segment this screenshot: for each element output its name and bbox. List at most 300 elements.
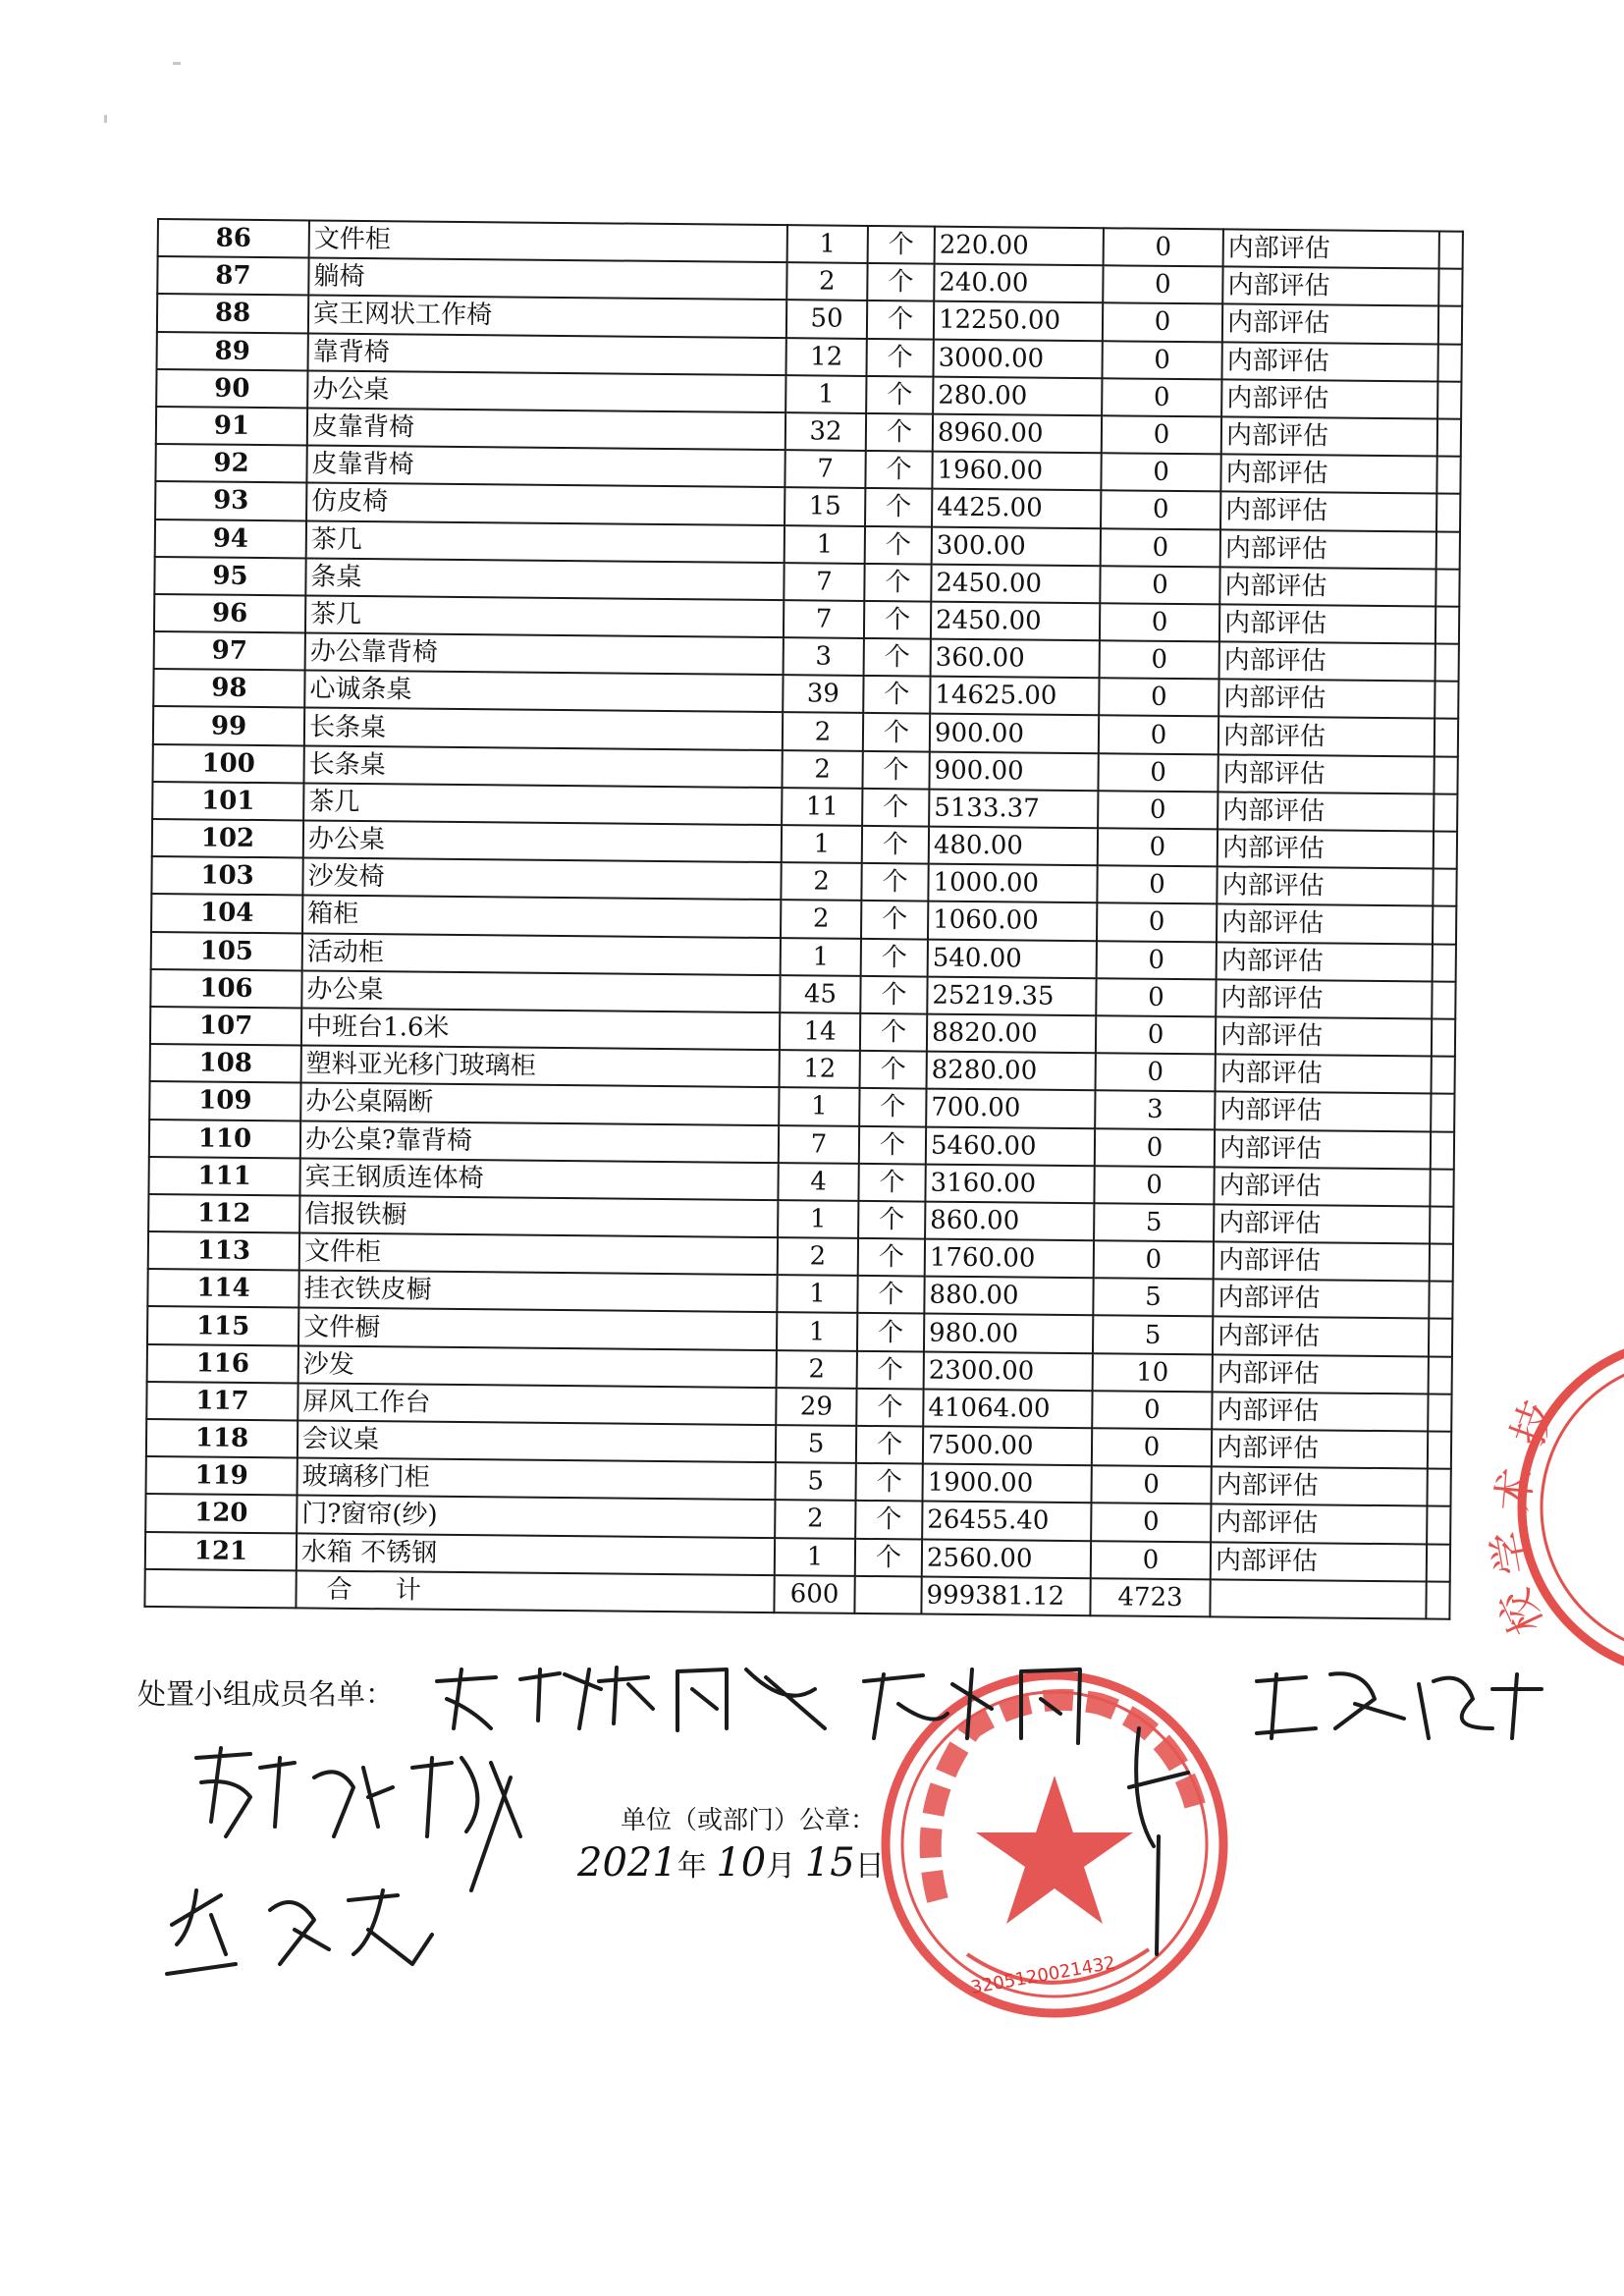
asset-original-value: 540.00 — [928, 939, 1097, 978]
asset-quantity: 1 — [778, 1200, 858, 1238]
total-net-value: 4723 — [1090, 1578, 1210, 1616]
asset-net-value: 0 — [1102, 378, 1221, 416]
asset-unit: 个 — [857, 1313, 924, 1351]
date-month-char: 月 — [766, 1849, 796, 1884]
total-label: 合 计 — [296, 1570, 774, 1613]
asset-unit: 个 — [857, 1276, 924, 1314]
asset-original-value: 5460.00 — [926, 1126, 1095, 1166]
row-number: 97 — [154, 631, 305, 671]
row-number: 112 — [148, 1194, 299, 1233]
blank-cell — [1431, 1131, 1454, 1169]
row-number: 113 — [148, 1231, 299, 1271]
blank-cell — [1429, 1356, 1452, 1394]
blank-cell — [1431, 1094, 1454, 1131]
valuation-method: 内部评估 — [1211, 1542, 1427, 1581]
blank-cell — [1439, 232, 1463, 269]
asset-net-value: 0 — [1103, 265, 1222, 303]
asset-original-value: 860.00 — [925, 1201, 1094, 1240]
row-number: 101 — [152, 782, 303, 821]
asset-original-value: 2560.00 — [922, 1539, 1091, 1578]
asset-quantity: 32 — [785, 412, 866, 451]
row-number: 104 — [151, 894, 302, 933]
valuation-method: 内部评估 — [1213, 1354, 1429, 1394]
asset-unit: 个 — [855, 1538, 922, 1576]
valuation-method: 内部评估 — [1215, 1129, 1431, 1169]
row-number: 89 — [157, 332, 308, 371]
valuation-method: 内部评估 — [1222, 267, 1438, 306]
row-number: 88 — [157, 294, 308, 333]
date-day-char: 日 — [854, 1849, 885, 1884]
blank-cell — [1435, 682, 1458, 719]
asset-original-value: 41064.00 — [923, 1389, 1092, 1428]
date-year-char: 年 — [677, 1849, 707, 1884]
asset-quantity: 7 — [785, 450, 865, 488]
asset-disposal-table — [143, 218, 1464, 1620]
asset-unit: 个 — [861, 938, 928, 976]
asset-unit: 个 — [864, 564, 931, 602]
asset-quantity: 7 — [784, 563, 864, 601]
asset-name: 沙发 — [298, 1345, 777, 1388]
blank-cell — [1437, 418, 1461, 456]
row-number: 86 — [158, 219, 309, 258]
asset-original-value: 8280.00 — [927, 1052, 1096, 1091]
row-number: 98 — [153, 669, 304, 708]
blank-cell — [1433, 869, 1456, 906]
asset-unit: 个 — [860, 1013, 927, 1052]
blank-cell — [1438, 306, 1462, 344]
asset-unit: 个 — [856, 1389, 923, 1427]
blank-cell — [1437, 344, 1461, 381]
asset-name: 条桌 — [305, 558, 784, 600]
blank-cell — [1429, 1319, 1452, 1356]
asset-net-value: 0 — [1096, 1015, 1216, 1054]
asset-quantity: 15 — [785, 487, 865, 525]
valuation-method: 内部评估 — [1219, 641, 1435, 681]
svg-text:技: 技 — [1502, 1394, 1565, 1452]
asset-unit: 个 — [861, 863, 928, 902]
asset-name: 靠背椅 — [308, 333, 786, 375]
asset-quantity: 1 — [779, 1087, 859, 1125]
row-number: 99 — [153, 706, 304, 745]
asset-net-value: 0 — [1100, 640, 1219, 679]
asset-original-value: 5133.37 — [929, 789, 1098, 828]
asset-original-value: 4425.00 — [932, 489, 1101, 528]
asset-original-value: 8960.00 — [933, 414, 1102, 454]
blank-cell — [1436, 531, 1460, 569]
asset-net-value: 10 — [1093, 1353, 1213, 1392]
asset-name: 塑料亚光移门玻璃柜 — [301, 1046, 780, 1088]
asset-net-value: 0 — [1101, 491, 1220, 529]
asset-quantity: 4 — [778, 1163, 858, 1201]
row-number: 95 — [154, 557, 305, 596]
blank-cell — [1432, 1018, 1455, 1056]
valuation-method: 内部评估 — [1221, 379, 1437, 418]
total-blank-cell — [144, 1569, 296, 1609]
asset-net-value: 0 — [1097, 865, 1217, 903]
asset-name: 办公桌 — [307, 370, 785, 412]
asset-name: 门?窗帘(纱) — [297, 1496, 775, 1538]
asset-unit: 个 — [855, 1463, 922, 1502]
asset-name: 水箱 不锈钢 — [297, 1533, 775, 1575]
asset-quantity: 2 — [781, 862, 861, 901]
asset-original-value: 1960.00 — [932, 452, 1101, 491]
valuation-method: 内部评估 — [1213, 1280, 1429, 1319]
scan-mark-left — [104, 115, 107, 123]
valuation-method: 内部评估 — [1214, 1241, 1430, 1281]
valuation-method: 内部评估 — [1219, 567, 1435, 606]
asset-name: 沙发椅 — [302, 858, 781, 901]
asset-original-value: 1760.00 — [925, 1239, 1094, 1279]
disposal-members-label: 处置小组成员名单： — [137, 1677, 395, 1711]
asset-net-value: 0 — [1099, 716, 1218, 754]
asset-net-value: 3 — [1095, 1091, 1215, 1129]
valuation-method: 内部评估 — [1219, 604, 1435, 643]
asset-unit: 个 — [868, 226, 935, 264]
valuation-method: 内部评估 — [1216, 1055, 1432, 1094]
asset-original-value: 25219.35 — [927, 976, 1096, 1015]
blank-cell — [1429, 1282, 1452, 1319]
asset-quantity: 5 — [775, 1462, 855, 1501]
asset-net-value: 0 — [1100, 603, 1219, 641]
asset-net-value: 0 — [1094, 1240, 1214, 1279]
valuation-method: 内部评估 — [1212, 1392, 1428, 1431]
blank-cell — [1428, 1394, 1451, 1431]
asset-original-value: 8820.00 — [927, 1014, 1096, 1054]
date-year: 2021 — [577, 1840, 677, 1886]
asset-original-value: 14625.00 — [930, 677, 1099, 716]
row-number: 100 — [152, 744, 303, 784]
row-number: 107 — [150, 1007, 301, 1046]
blank-cell — [1434, 832, 1457, 869]
asset-quantity: 5 — [776, 1425, 856, 1463]
date-month: 10 — [716, 1840, 767, 1886]
asset-name: 心诚条桌 — [304, 671, 783, 713]
asset-net-value: 0 — [1098, 791, 1218, 829]
asset-name: 文件橱 — [298, 1308, 777, 1350]
asset-quantity: 7 — [784, 600, 864, 638]
asset-name: 长条桌 — [304, 708, 783, 750]
blank-cell — [1435, 719, 1458, 756]
row-number: 110 — [149, 1119, 300, 1158]
valuation-method: 内部评估 — [1220, 455, 1436, 494]
asset-unit: 个 — [855, 1501, 922, 1539]
valuation-method: 内部评估 — [1220, 529, 1436, 569]
blank-cell — [1433, 944, 1456, 981]
row-number: 105 — [151, 932, 302, 971]
blank-cell — [1435, 644, 1459, 682]
valuation-method: 内部评估 — [1218, 754, 1434, 793]
svg-text:学: 学 — [1483, 1526, 1541, 1578]
valuation-method: 内部评估 — [1217, 867, 1433, 906]
blank-cell — [1435, 606, 1459, 643]
blank-cell — [1427, 1544, 1450, 1581]
asset-quantity: 1 — [787, 225, 868, 263]
blank-cell — [1438, 269, 1462, 306]
asset-quantity: 1 — [785, 525, 865, 564]
asset-original-value: 12250.00 — [934, 301, 1103, 341]
asset-original-value: 700.00 — [926, 1089, 1095, 1128]
row-number: 121 — [145, 1532, 297, 1571]
asset-unit: 个 — [858, 1238, 925, 1277]
blank-cell — [1430, 1206, 1453, 1243]
total-quantity: 600 — [774, 1575, 854, 1613]
blank-cell — [1436, 457, 1460, 494]
asset-original-value: 220.00 — [935, 227, 1104, 266]
asset-unit: 个 — [858, 1164, 925, 1202]
blank-cell — [1427, 1506, 1450, 1544]
asset-net-value: 0 — [1098, 828, 1218, 866]
asset-name: 办公桌 — [301, 970, 780, 1012]
asset-net-value: 0 — [1099, 678, 1218, 716]
asset-original-value: 2450.00 — [931, 601, 1100, 640]
valuation-method: 内部评估 — [1221, 342, 1437, 381]
row-number: 92 — [155, 444, 306, 483]
asset-name: 办公桌?靠背椅 — [300, 1121, 779, 1163]
row-number: 114 — [147, 1269, 298, 1308]
asset-name: 长条桌 — [303, 745, 782, 788]
row-number: 102 — [152, 819, 303, 858]
edge-seal — [1484, 1340, 1624, 1674]
asset-net-value: 0 — [1096, 1053, 1216, 1091]
blank-cell — [1432, 981, 1455, 1018]
asset-original-value: 1060.00 — [928, 902, 1097, 941]
row-number: 94 — [155, 519, 306, 558]
valuation-method: 内部评估 — [1216, 979, 1432, 1018]
asset-net-value: 0 — [1091, 1503, 1211, 1542]
asset-original-value: 900.00 — [929, 751, 1098, 791]
asset-quantity: 29 — [776, 1388, 856, 1426]
asset-unit: 个 — [859, 1125, 926, 1164]
asset-net-value: 0 — [1092, 1391, 1212, 1429]
asset-unit: 个 — [864, 638, 931, 677]
blank-cell — [1426, 1581, 1449, 1618]
asset-net-value: 0 — [1096, 978, 1216, 1016]
row-number: 91 — [156, 407, 307, 446]
asset-original-value: 3160.00 — [925, 1164, 1094, 1203]
asset-unit: 个 — [865, 451, 932, 489]
valuation-method: 内部评估 — [1217, 904, 1433, 944]
row-number: 108 — [150, 1044, 301, 1083]
asset-original-value: 2450.00 — [931, 564, 1100, 603]
row-number: 120 — [145, 1494, 297, 1533]
row-number: 115 — [147, 1306, 298, 1345]
asset-net-value: 0 — [1101, 528, 1220, 567]
asset-name: 茶几 — [306, 520, 785, 563]
asset-quantity: 2 — [786, 262, 867, 301]
asset-unit: 个 — [861, 901, 928, 939]
asset-net-value: 0 — [1102, 341, 1221, 379]
valuation-method: 内部评估 — [1221, 416, 1437, 456]
blank-cell — [1435, 569, 1459, 606]
asset-name: 箱柜 — [302, 896, 781, 938]
svg-text:校: 校 — [1489, 1581, 1553, 1642]
unit-seal-label: 单位（或部门）公章： — [621, 1806, 877, 1835]
asset-quantity: 1 — [777, 1275, 857, 1313]
asset-quantity: 2 — [782, 750, 862, 789]
row-number: 119 — [146, 1456, 298, 1496]
valuation-method: 内部评估 — [1213, 1317, 1429, 1356]
asset-net-value: 0 — [1094, 1166, 1214, 1204]
asset-unit: 个 — [862, 751, 929, 790]
asset-name: 中班台1.6米 — [301, 1008, 780, 1050]
blank-cell — [1436, 494, 1460, 531]
row-number: 87 — [157, 256, 308, 296]
asset-quantity: 1 — [785, 375, 866, 413]
asset-quantity: 7 — [779, 1125, 859, 1164]
asset-quantity: 2 — [777, 1350, 857, 1389]
asset-name: 玻璃移门柜 — [298, 1458, 776, 1501]
total-original-value: 999381.12 — [921, 1576, 1090, 1615]
asset-name: 宾王钢质连体椅 — [299, 1158, 778, 1200]
asset-unit: 个 — [866, 413, 933, 452]
blank-cell — [1427, 1469, 1450, 1506]
asset-quantity: 1 — [777, 1313, 857, 1351]
asset-name: 躺椅 — [308, 258, 786, 301]
svg-text:术: 术 — [1489, 1465, 1543, 1513]
asset-net-value: 0 — [1101, 453, 1220, 491]
valuation-method: 内部评估 — [1215, 1092, 1431, 1131]
asset-quantity: 11 — [782, 788, 862, 826]
asset-original-value: 900.00 — [930, 714, 1099, 753]
asset-original-value: 980.00 — [924, 1314, 1093, 1353]
valuation-method: 内部评估 — [1214, 1167, 1430, 1206]
asset-unit: 个 — [860, 1051, 927, 1089]
asset-original-value: 880.00 — [924, 1277, 1093, 1316]
asset-quantity: 1 — [775, 1538, 855, 1576]
asset-name: 活动柜 — [302, 933, 781, 975]
asset-quantity: 1 — [781, 938, 861, 976]
asset-net-value: 0 — [1103, 303, 1222, 342]
asset-quantity: 14 — [780, 1012, 860, 1051]
asset-net-value: 0 — [1104, 228, 1223, 266]
asset-quantity: 2 — [781, 901, 861, 939]
asset-original-value: 480.00 — [929, 827, 1098, 866]
asset-unit: 个 — [859, 1088, 926, 1126]
row-number: 117 — [146, 1382, 298, 1421]
asset-name: 办公靠背椅 — [305, 633, 784, 676]
table-body — [144, 219, 1463, 1619]
asset-net-value: 5 — [1094, 1203, 1214, 1241]
asset-quantity: 12 — [780, 1050, 860, 1088]
valuation-method: 内部评估 — [1211, 1504, 1427, 1544]
asset-net-value: 0 — [1091, 1465, 1211, 1503]
asset-name: 文件柜 — [299, 1233, 778, 1276]
row-number: 93 — [155, 481, 306, 520]
asset-name: 信报铁橱 — [299, 1195, 778, 1237]
asset-original-value: 300.00 — [932, 526, 1101, 566]
asset-original-value: 1900.00 — [922, 1464, 1091, 1503]
asset-quantity: 1 — [782, 825, 862, 863]
row-number: 111 — [148, 1157, 299, 1196]
asset-net-value: 0 — [1100, 566, 1219, 604]
blank-cell — [1434, 793, 1457, 831]
valuation-method: 内部评估 — [1223, 229, 1439, 268]
asset-name: 屏风工作台 — [298, 1383, 776, 1425]
asset-quantity: 45 — [780, 975, 860, 1013]
valuation-method: 内部评估 — [1211, 1467, 1427, 1506]
row-number: 96 — [154, 594, 305, 633]
asset-quantity: 3 — [784, 637, 864, 676]
asset-name: 办公桌隔断 — [300, 1083, 779, 1125]
asset-quantity: 2 — [783, 713, 863, 751]
asset-unit: 个 — [863, 676, 930, 714]
asset-net-value: 0 — [1098, 753, 1218, 792]
asset-unit: 个 — [858, 1201, 925, 1239]
total-method-blank — [1210, 1579, 1426, 1618]
asset-original-value: 360.00 — [931, 639, 1100, 679]
asset-unit: 个 — [865, 525, 932, 564]
asset-name: 文件柜 — [309, 220, 787, 262]
asset-unit: 个 — [860, 976, 927, 1014]
total-unit-blank — [854, 1576, 921, 1614]
asset-original-value: 240.00 — [934, 264, 1103, 303]
blank-cell — [1428, 1431, 1451, 1468]
blank-cell — [1434, 756, 1457, 793]
asset-unit: 个 — [866, 339, 933, 377]
sign-date — [577, 1840, 885, 1886]
valuation-method: 内部评估 — [1218, 680, 1435, 719]
blank-cell — [1430, 1244, 1453, 1282]
blank-cell — [1437, 381, 1461, 418]
asset-name: 会议桌 — [298, 1420, 776, 1462]
asset-original-value: 7500.00 — [923, 1427, 1092, 1466]
asset-original-value: 1000.00 — [928, 864, 1097, 903]
asset-name: 茶几 — [305, 595, 784, 637]
row-number: 90 — [156, 369, 307, 409]
blank-cell — [1433, 906, 1456, 944]
asset-net-value: 0 — [1102, 415, 1221, 454]
asset-unit: 个 — [866, 376, 933, 414]
asset-name: 茶几 — [303, 783, 782, 825]
valuation-method: 内部评估 — [1222, 304, 1438, 344]
valuation-method: 内部评估 — [1216, 1016, 1432, 1056]
asset-original-value: 26455.40 — [922, 1502, 1091, 1541]
asset-name: 办公桌 — [303, 820, 782, 862]
valuation-method: 内部评估 — [1214, 1204, 1430, 1243]
asset-unit: 个 — [862, 789, 929, 827]
unit-seal — [886, 1675, 1223, 2013]
valuation-method: 内部评估 — [1218, 717, 1435, 756]
valuation-method: 内部评估 — [1218, 792, 1434, 831]
asset-net-value: 0 — [1095, 1128, 1215, 1167]
asset-unit: 个 — [867, 263, 934, 301]
asset-net-value: 5 — [1093, 1316, 1213, 1354]
row-number: 118 — [146, 1419, 298, 1458]
valuation-method: 内部评估 — [1220, 492, 1436, 531]
asset-quantity: 50 — [786, 301, 867, 339]
row-number: 109 — [149, 1081, 300, 1121]
asset-unit: 个 — [867, 301, 934, 339]
valuation-method: 内部评估 — [1212, 1429, 1428, 1468]
asset-unit: 个 — [864, 601, 931, 639]
asset-net-value: 0 — [1097, 903, 1217, 942]
asset-quantity: 2 — [778, 1237, 858, 1276]
asset-unit: 个 — [865, 488, 932, 526]
asset-original-value: 3000.00 — [933, 339, 1102, 378]
valuation-method: 内部评估 — [1218, 829, 1434, 868]
asset-name: 皮靠背椅 — [306, 446, 785, 488]
blank-cell — [1431, 1057, 1454, 1094]
asset-unit: 个 — [863, 713, 930, 751]
asset-unit: 个 — [857, 1351, 924, 1390]
row-number: 116 — [147, 1344, 298, 1384]
valuation-method: 内部评估 — [1217, 942, 1433, 981]
asset-net-value: 0 — [1092, 1428, 1212, 1466]
asset-quantity: 12 — [785, 338, 866, 376]
asset-original-value: 280.00 — [933, 376, 1102, 415]
asset-unit: 个 — [862, 826, 929, 864]
asset-net-value: 5 — [1093, 1278, 1213, 1316]
